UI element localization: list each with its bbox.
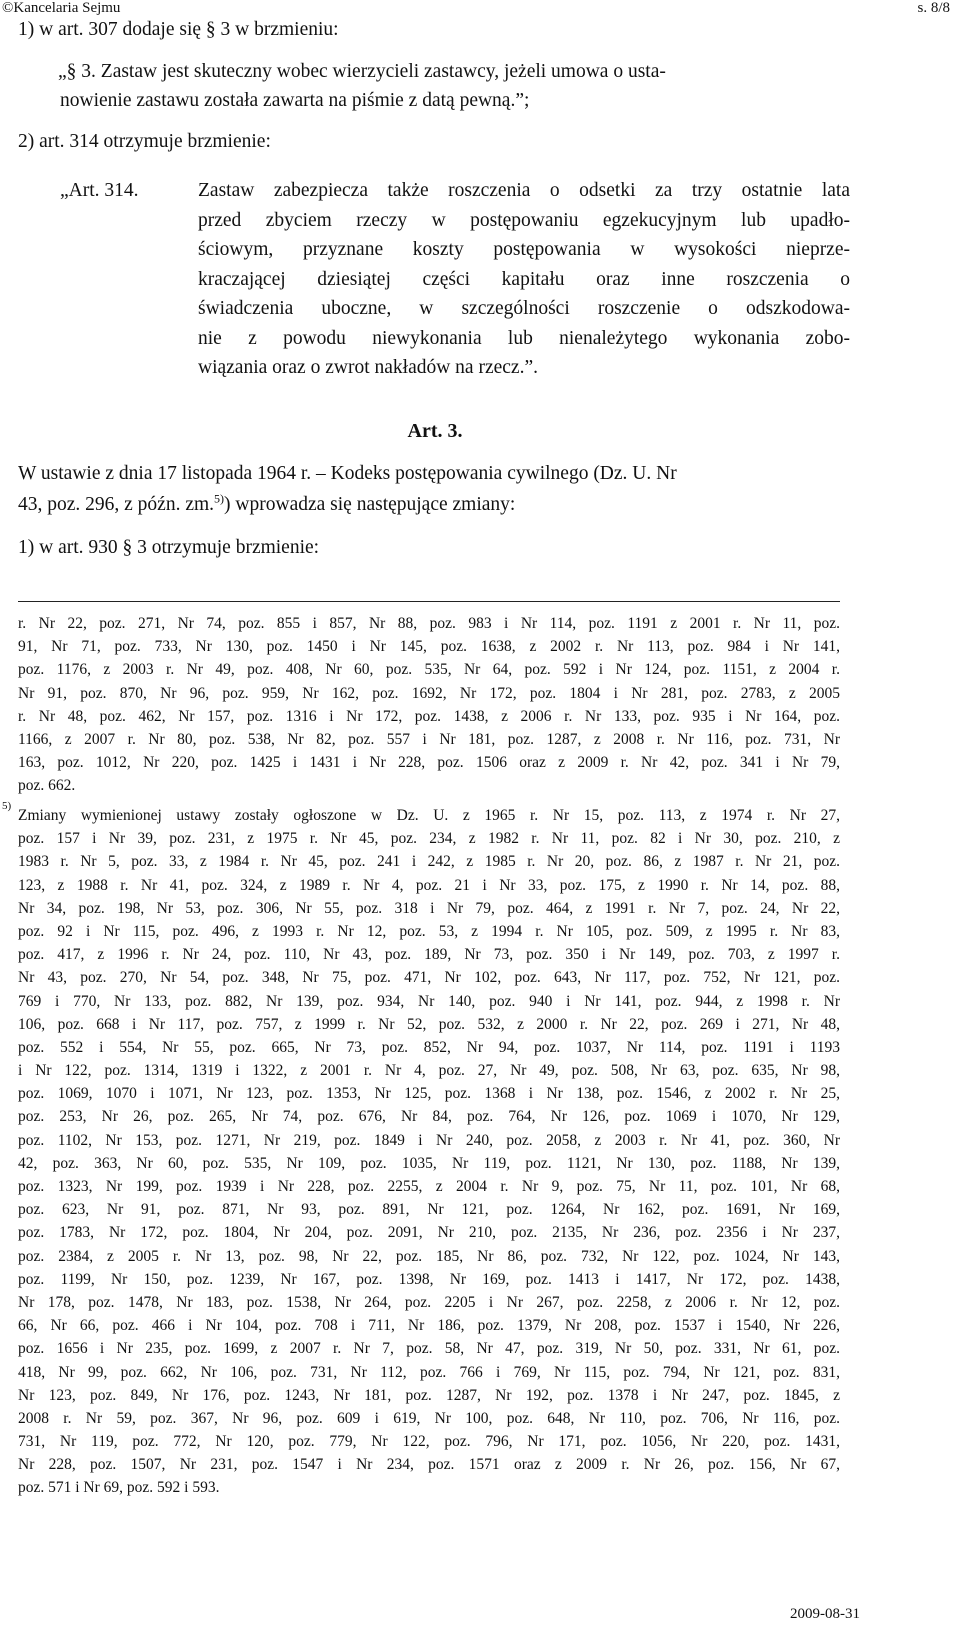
footnote-line: poz. 1069, 1070 i 1071, Nr 123, poz. 1353, Nr 125, poz. 1368 i Nr 138, poz. 1546, z 2002 r. Nr 25, bbox=[18, 1085, 840, 1103]
footnote-line: Zmiany wymienionej ustawy zostały ogłoszone w Dz. U. z 1965 r. Nr 15, poz. 113, z 1974 r. Nr 27, bbox=[18, 807, 840, 824]
footnote-line: poz. 1176, z 2003 r. Nr 49, poz. 408, Nr 60, poz. 535, Nr 64, poz. 592 i Nr 124, poz. 1151, z 2004 r. bbox=[18, 661, 840, 679]
art-314-line: kraczającej dziesiątej części kapitału oraz inne roszczenia o bbox=[198, 268, 850, 290]
footnote-line: poz. 552 i 554, Nr 55, poz. 665, Nr 73, poz. 852, Nr 94, poz. 1037, Nr 114, poz. 1191 i 1193 bbox=[18, 1038, 840, 1056]
footnote-line: poz. 1323, Nr 199, poz. 1939 i Nr 228, poz. 2255, z 2004 r. Nr 9, poz. 75, Nr 11, poz. 101, Nr 68, bbox=[18, 1178, 840, 1195]
quote-line-1: „§ 3. Zastaw jest skuteczny wobec wierzycieli zastawcy, jeżeli umowa o usta- bbox=[58, 61, 666, 82]
header-source: ©Kancelaria Sejmu bbox=[2, 0, 121, 16]
footnote-line: poz. 417, z 1996 r. Nr 24, poz. 110, Nr 43, poz. 189, Nr 73, poz. 350 i Nr 149, poz. 703, z 1997 r. bbox=[18, 946, 840, 964]
art-314-line: nie z powodu niewykonania lub nienależytego wykonania zobo- bbox=[198, 327, 850, 349]
footnote-line: poz. 571 i Nr 69, poz. 592 i 593. bbox=[18, 1479, 220, 1497]
footnote-line: 163, poz. 1012, Nr 220, poz. 1425 i 1431 i Nr 228, poz. 1506 oraz z 2009 r. Nr 42, poz. 341 i Nr 79, bbox=[18, 754, 840, 772]
article-3-intro-line-1: W ustawie z dnia 17 listopada 1964 r. – Kodeks postępowania cywilnego (Dz. U. Nr bbox=[18, 463, 677, 484]
footnote-line: Nr 228, poz. 1507, Nr 231, poz. 1547 i Nr 234, poz. 1571 oraz z 2009 r. Nr 26, poz. 156, Nr 67, bbox=[18, 1456, 840, 1474]
article-3-heading: Art. 3. bbox=[407, 420, 463, 442]
footnote-separator bbox=[18, 601, 840, 602]
art-314-line: wiązania oraz o zwrot nakładów na rzecz.”. bbox=[198, 357, 538, 378]
footnote-line: Nr 34, poz. 198, Nr 53, poz. 306, Nr 55, poz. 318 i Nr 79, poz. 464, z 1991 r. Nr 7, poz. 24, Nr 22, bbox=[18, 899, 840, 917]
footnote-line: 731, Nr 119, poz. 772, Nr 120, poz. 779, Nr 122, poz. 796, Nr 171, poz. 1056, Nr 220, poz. 1431, bbox=[18, 1433, 840, 1451]
footnote-line: Nr 123, poz. 849, Nr 176, poz. 1243, Nr 181, poz. 1287, Nr 192, poz. 1378 i Nr 247, poz. 1845, z bbox=[18, 1386, 840, 1404]
footnote-line: Nr 43, poz. 270, Nr 54, poz. 348, Nr 75, poz. 471, Nr 102, poz. 643, Nr 117, poz. 752, Nr 121, poz. bbox=[18, 969, 840, 987]
footnote-line: 42, poz. 363, Nr 60, poz. 535, Nr 109, poz. 1035, Nr 119, poz. 1121, Nr 130, poz. 1188, Nr 139, bbox=[18, 1154, 840, 1172]
footnote-line: poz. 157 i Nr 39, poz. 231, z 1975 r. Nr 45, poz. 234, z 1982 r. Nr 11, poz. 82 i Nr 30, poz. 210, z bbox=[18, 830, 840, 848]
footnote-line: 66, Nr 66, poz. 466 i Nr 104, poz. 708 i 711, Nr 186, poz. 1379, Nr 208, poz. 1537 i 1540, Nr 226, bbox=[18, 1317, 840, 1335]
footnote-line: Nr 91, poz. 870, Nr 96, poz. 959, Nr 162, poz. 1692, Nr 172, poz. 1804 i Nr 281, poz. 2783, z 2005 bbox=[18, 684, 840, 702]
amendment-item-1: 1) w art. 307 dodaje się § 3 w brzmieniu: bbox=[18, 19, 339, 40]
footnote-line: poz. 1783, Nr 172, poz. 1804, Nr 204, poz. 2091, Nr 210, poz. 2135, Nr 236, poz. 2356 i Nr 237, bbox=[18, 1224, 840, 1242]
quote-line-2: nowienie zastawu została zawarta na piśmie z datą pewną.”; bbox=[60, 90, 530, 111]
footnote-line: 91, Nr 71, poz. 733, Nr 130, poz. 1450 i Nr 145, poz. 1638, z 2002 r. Nr 113, poz. 984 i Nr 141, bbox=[18, 638, 840, 656]
footnote-line: 1983 r. Nr 5, poz. 33, z 1984 r. Nr 45, poz. 241 i 242, z 1985 r. Nr 20, poz. 86, z 1987 r. Nr 21, poz. bbox=[18, 853, 840, 871]
footnote-line: poz. 1102, Nr 153, poz. 1271, Nr 219, poz. 1849 i Nr 240, poz. 2058, z 2003 r. Nr 41, poz. 360, Nr bbox=[18, 1131, 840, 1149]
article-3-intro-tail: ) wprowadza się następujące zmiany: bbox=[224, 494, 516, 515]
footnote-5-marker: 5) bbox=[2, 800, 12, 812]
footnote-line: poz. 662. bbox=[18, 777, 76, 795]
footnote-line: poz. 92 i Nr 115, poz. 496, z 1993 r. Nr 12, poz. 53, z 1994 r. Nr 105, poz. 509, z 1995 r. Nr 83, bbox=[18, 922, 840, 940]
article-3-citation: 43, poz. 296, z późn. zm. bbox=[18, 494, 215, 515]
footnote-line: 769 i 770, Nr 133, poz. 882, Nr 139, poz. 934, Nr 140, poz. 940 i Nr 141, poz. 944, z 1998 r. Nr bbox=[18, 992, 840, 1010]
footnote-line: poz. 1199, Nr 150, poz. 1239, Nr 167, poz. 1398, Nr 169, poz. 1413 i 1417, Nr 172, poz. 1438, bbox=[18, 1270, 840, 1288]
footnote-line: 106, poz. 668 i Nr 117, poz. 757, z 1999 r. Nr 52, poz. 532, z 2000 r. Nr 22, poz. 269 i 271, Nr 48, bbox=[18, 1015, 840, 1033]
footnote-5 bbox=[18, 804, 840, 1500]
footnote-line: 1166, z 2007 r. Nr 80, poz. 538, Nr 82, poz. 557 i Nr 181, poz. 1287, z 2008 r. Nr 116, poz. 731, Nr bbox=[18, 730, 840, 748]
footnote-line: 123, z 1988 r. Nr 41, poz. 324, z 1989 r. Nr 4, poz. 21 i Nr 33, poz. 175, z 1990 r. Nr 14, poz. 88, bbox=[18, 876, 840, 894]
footnote-continuation bbox=[18, 612, 840, 798]
footnote-line: poz. 1656 i Nr 235, poz. 1699, z 2007 r. Nr 7, poz. 58, Nr 47, poz. 319, Nr 50, poz. 331, Nr 61, poz. bbox=[18, 1340, 840, 1358]
footnote-line: poz. 253, Nr 26, poz. 265, Nr 74, poz. 676, Nr 84, poz. 764, Nr 126, poz. 1069 i 1070, Nr 129, bbox=[18, 1108, 840, 1126]
footer-date: 2009-08-31 bbox=[790, 1606, 860, 1622]
footnote-line: poz. 2384, z 2005 r. Nr 13, poz. 98, Nr 22, poz. 185, Nr 86, poz. 732, Nr 122, poz. 1024, Nr 143, bbox=[18, 1247, 840, 1265]
art-314-line: świadczenia uboczne, w szczególności roszczenie o odszkodowa- bbox=[198, 298, 850, 319]
footnote-line: i Nr 122, poz. 1314, 1319 i 1322, z 2001 r. Nr 4, poz. 27, Nr 49, poz. 508, Nr 63, poz. 635, Nr 98, bbox=[18, 1062, 840, 1080]
footnote-line: Nr 178, poz. 1478, Nr 183, poz. 1538, Nr 264, poz. 2205 i Nr 267, poz. 2258, z 2006 r. Nr 12, poz. bbox=[18, 1293, 840, 1311]
art-314-line: przed zbyciem rzeczy w postępowaniu egzekucyjnym lub upadło- bbox=[198, 209, 850, 231]
art-314-lead: „Art. 314. bbox=[60, 180, 139, 201]
footnote-line: poz. 623, Nr 91, poz. 871, Nr 93, poz. 891, Nr 121, poz. 1264, Nr 162, poz. 1691, Nr 169, bbox=[18, 1201, 840, 1219]
footnote-line: r. Nr 48, poz. 462, Nr 157, poz. 1316 i Nr 172, poz. 1438, z 2006 r. Nr 133, poz. 935 i Nr 164, poz. bbox=[18, 707, 840, 725]
footnote-line: 418, Nr 99, poz. 662, Nr 106, poz. 731, Nr 112, poz. 766 i 769, Nr 115, poz. 794, Nr 121, poz. 831, bbox=[18, 1363, 840, 1381]
article-3-intro-line-2 bbox=[18, 491, 515, 519]
art-314-line: ściowym, przyznane koszty postępowania w wysokości nieprze- bbox=[198, 239, 850, 260]
amendment-item-2: 2) art. 314 otrzymuje brzmienie: bbox=[18, 131, 271, 152]
header-page-number: s. 8/8 bbox=[917, 0, 950, 16]
art-314-line: Zastaw zabezpiecza także roszczenia o odsetki za trzy ostatnie lata bbox=[198, 180, 850, 201]
footnote-line: 2008 r. Nr 59, poz. 367, Nr 96, poz. 609 i 619, Nr 100, poz. 648, Nr 110, poz. 706, Nr 116, poz. bbox=[18, 1409, 840, 1427]
footnote-ref-5: 5) bbox=[214, 491, 225, 506]
art-314-text bbox=[198, 176, 850, 383]
amendment-item-3: 1) w art. 930 § 3 otrzymuje brzmienie: bbox=[18, 537, 320, 558]
footnote-line: r. Nr 22, poz. 271, Nr 74, poz. 855 i 857, Nr 88, poz. 983 i Nr 114, poz. 1191 z 2001 r. Nr 11, poz. bbox=[18, 615, 840, 632]
